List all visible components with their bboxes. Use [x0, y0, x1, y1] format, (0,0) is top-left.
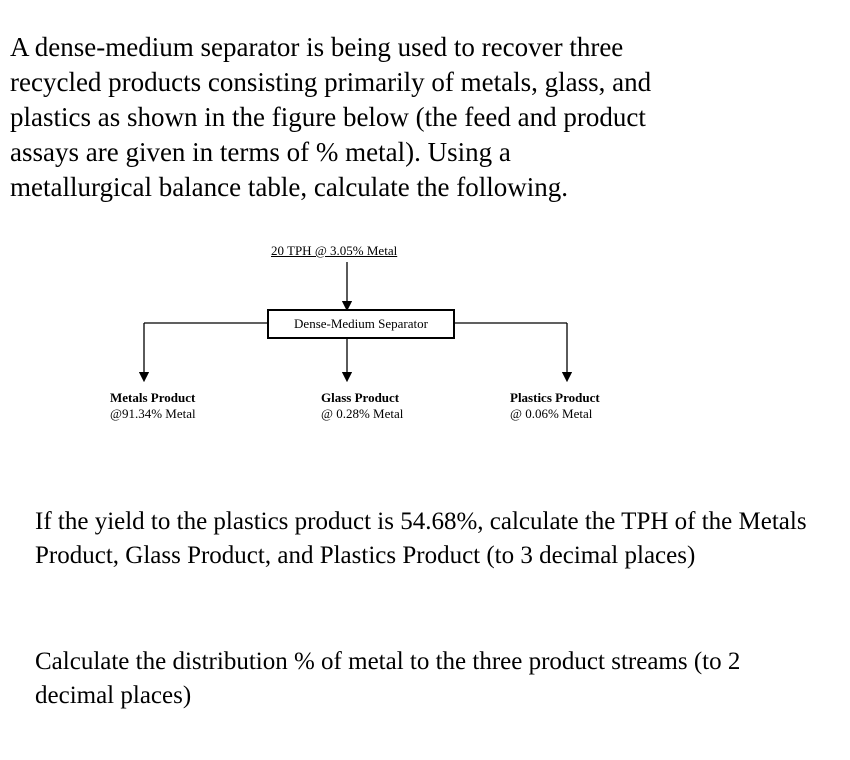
metals-product-assay: @91.34% Metal	[110, 406, 196, 421]
intro-line-4: assays are given in terms of % metal). Using a	[10, 137, 511, 167]
glass-product-assay: @ 0.28% Metal	[321, 406, 404, 421]
separator-label: Dense-Medium Separator	[294, 316, 428, 331]
plastics-product-assay: @ 0.06% Metal	[510, 406, 593, 421]
metals-product-name: Metals Product	[110, 390, 196, 405]
question-distribution: Calculate the distribution % of metal to the three product streams (to 2 decimal places)	[35, 648, 741, 709]
intro-line-2: recycled products consisting primarily of metals, glass, and	[10, 67, 652, 97]
plastics-product-name: Plastics Product	[510, 390, 600, 405]
question-tph: If the yield to the plastics product is 54.68%, calculate the TPH of the Metals Product, Glass Product, and Plastics Product (to 3 decimal places)	[35, 508, 807, 569]
intro-line-5: metallurgical balance table, calculate the following.	[10, 172, 569, 202]
feed-label: 20 TPH @ 3.05% Metal	[271, 243, 398, 258]
separator-box	[267, 309, 455, 339]
intro-line-1: A dense-medium separator is being used to recover three	[10, 32, 624, 62]
intro-line-3: plastics as shown in the figure below (the feed and product	[10, 102, 646, 132]
glass-product-name: Glass Product	[321, 390, 400, 405]
